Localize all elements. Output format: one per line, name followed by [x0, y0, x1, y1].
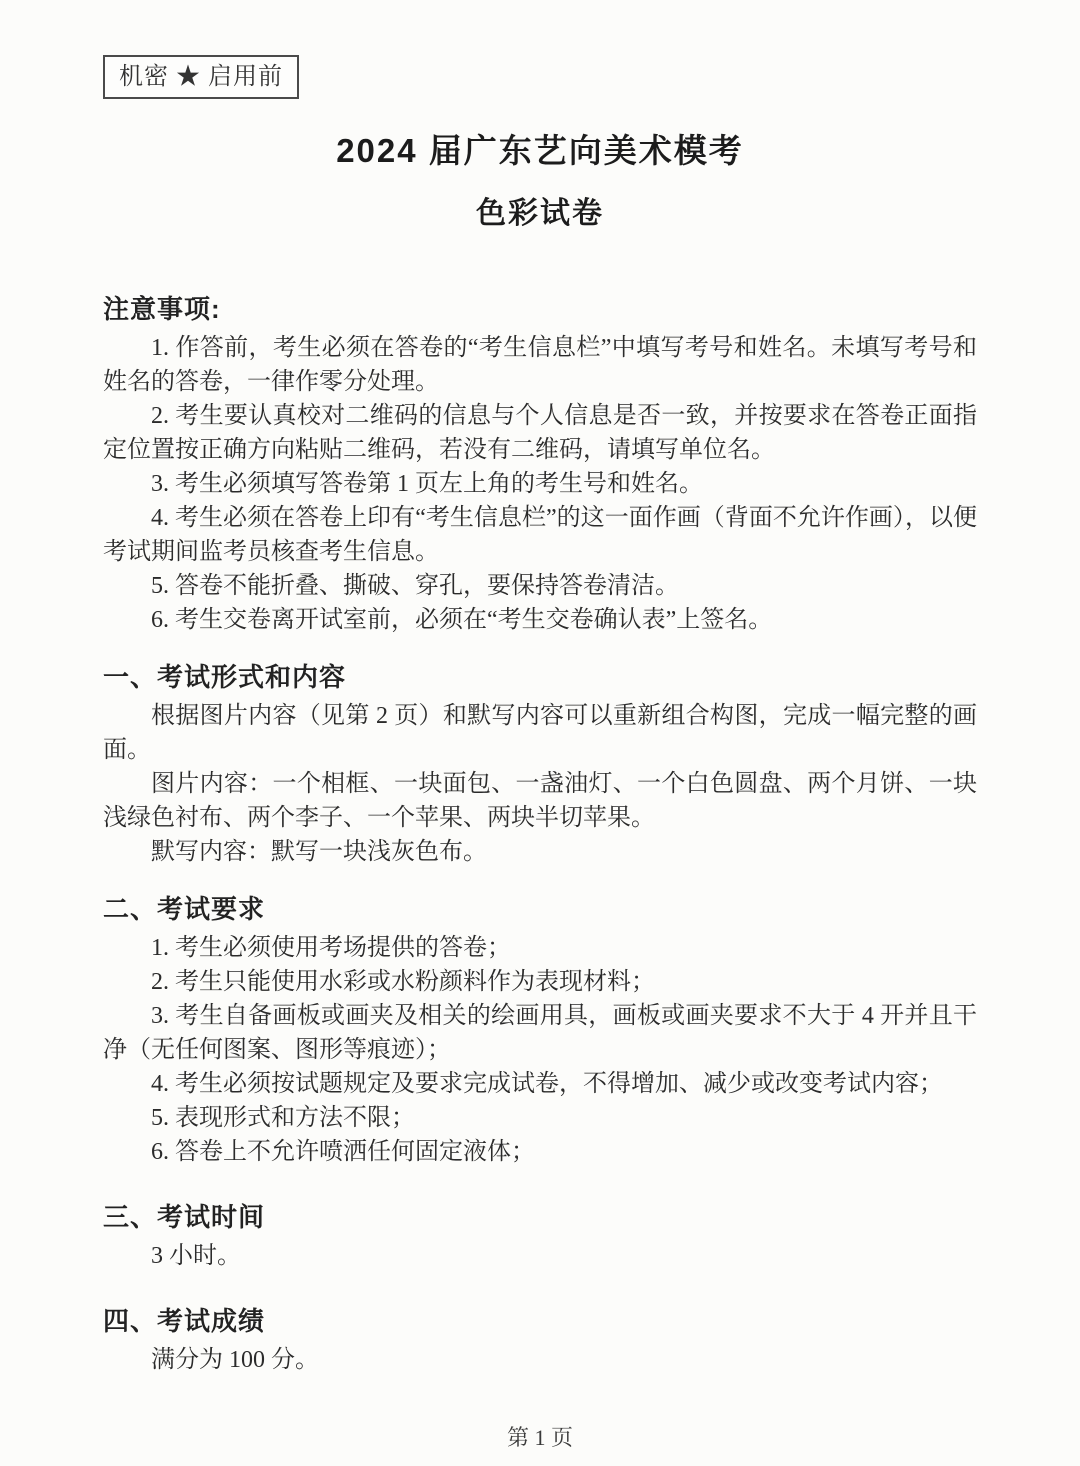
classification-box	[103, 55, 299, 99]
section-2-heading: 二、考试要求	[103, 894, 266, 924]
exam-title: 2024 届广东艺向美术模考	[336, 132, 744, 169]
section-exam-score	[103, 1303, 977, 1377]
section-4-heading: 四、考试成绩	[103, 1306, 266, 1336]
section-2-item-5: 5. 表现形式和方法不限；	[151, 1105, 415, 1131]
notice-item-2: 2. 考生要认真校对二维码的信息与个人信息是否一致，并按要求在答卷正面指定位置按正确方向粘贴二维码，若没有二维码，请填写单位名。	[103, 403, 977, 463]
notice-heading: 注意事项:	[103, 294, 221, 324]
section-exam-time	[103, 1199, 977, 1273]
section-4-paragraph-1: 满分为 100 分。	[151, 1347, 319, 1373]
notice-section	[103, 291, 977, 637]
section-3-heading: 三、考试时间	[103, 1202, 266, 1232]
section-2-item-1: 1. 考生必须使用考场提供的答卷；	[151, 935, 511, 961]
section-exam-format-and-content	[103, 659, 977, 869]
section-1-paragraph-3: 默写内容：默写一块浅灰色布。	[151, 839, 487, 865]
section-2-item-3: 3. 考生自备画板或画夹及相关的绘画用具，画板或画夹要求不大于 4 开并且干净（无任何图案、图形等痕迹）；	[103, 1003, 977, 1063]
section-2-item-2: 2. 考生只能使用水彩或水粉颜料作为表现材料；	[151, 969, 655, 995]
section-1-heading: 一、考试形式和内容	[103, 662, 347, 692]
notice-item-6: 6. 考生交卷离开试室前，必须在“考生交卷确认表”上签名。	[151, 607, 773, 633]
section-1-paragraph-2: 图片内容：一个相框、一块面包、一盏油灯、一个白色圆盘、两个月饼、一块浅绿色衬布、两个李子、一个苹果、两块半切苹果。	[103, 771, 977, 831]
notice-item-3: 3. 考生必须填写答卷第 1 页左上角的考生号和姓名。	[151, 471, 703, 497]
section-3-paragraph-1: 3 小时。	[151, 1243, 241, 1269]
page-footer	[0, 1421, 1080, 1452]
section-1-paragraph-1: 根据图片内容（见第 2 页）和默写内容可以重新组合构图，完成一幅完整的画面。	[103, 703, 977, 763]
exam-subtitle: 色彩试卷	[476, 197, 604, 230]
classification-label: 机密 ★ 启用前	[119, 64, 283, 90]
section-exam-requirements	[103, 891, 977, 1169]
section-2-item-6: 6. 答卷上不允许喷洒任何固定液体；	[151, 1139, 535, 1165]
page-number: 第 1 页	[506, 1425, 573, 1450]
section-2-item-4: 4. 考生必须按试题规定及要求完成试卷，不得增加、减少或改变考试内容；	[151, 1071, 943, 1097]
notice-item-1: 1. 作答前，考生必须在答卷的“考生信息栏”中填写考号和姓名。未填写考号和姓名的答卷，一律作零分处理。	[103, 335, 977, 395]
notice-item-4: 4. 考生必须在答卷上印有“考生信息栏”的这一面作画（背面不允许作画），以便考试期间监考员核查考生信息。	[103, 505, 977, 565]
notice-item-5: 5. 答卷不能折叠、撕破、穿孔，要保持答卷清洁。	[151, 573, 679, 599]
